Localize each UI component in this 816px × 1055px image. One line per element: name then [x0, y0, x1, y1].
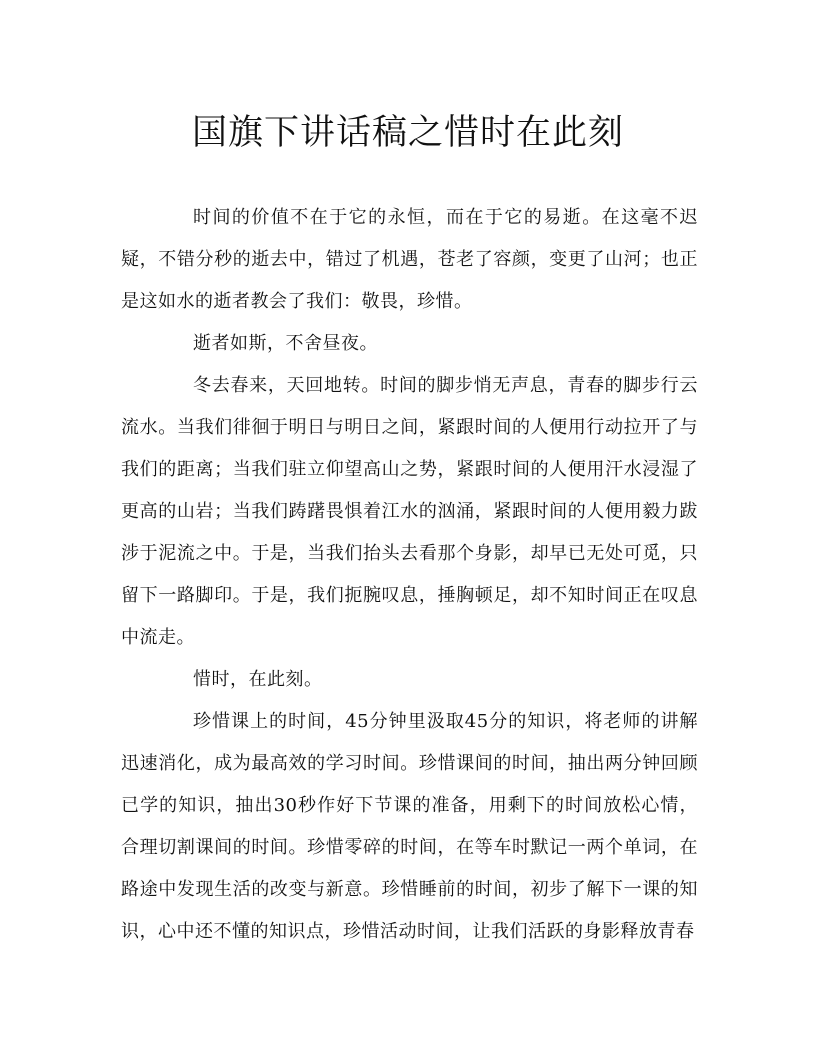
document-title: 国旗下讲话稿之惜时在此刻: [191, 113, 624, 153]
paragraph: 冬去春来，天回地转。时间的脚步悄无声息，青春的脚步行云流水。当我们徘徊于明日与明日之间，紧跟时间的人便用行动拉开了与我们的距离；当我们驻立仰望高山之势，紧跟时间的人便用汗水浸湿了更高的山岩；当我们踌躇畏惧着江水的汹涌，紧跟时间的人便用毅力跋涉于泥流之中。于是，当我们抬头去看那个身影，却早已无处可觅，只留下一路脚印。于是，我们扼腕叹息，捶胸顿足，却不知时间正在叹息中流走。: [121, 375, 698, 648]
paragraph: 时间的价值不在于它的永恒，而在于它的易逝。在这毫不迟疑，不错分秒的逝去中，错过了机遇，苍老了容颜，变更了山河；也正是这如水的逝者教会了我们：敬畏，珍惜。: [121, 207, 698, 312]
paragraph: 惜时，在此刻。: [193, 669, 323, 690]
paragraph: 珍惜课上的时间，45分钟里汲取45分的知识，将老师的讲解迅速消化，成为最高效的学习时间。珍惜课间的时间，抽出两分钟回顾已学的知识，抽出30秒作好下节课的准备，用剩下的时间放松心情，合理切割课间的时间。珍惜零碎的时间，在等车时默记一两个单词，在路途中发现生活的改变与新意。珍惜睡前的时间，初步了解下一课的知识，心中还不懂的知识点，珍惜活动时间，让我们活跃的身影释放青春: [121, 711, 698, 942]
paragraph: 逝者如斯，不舍昼夜。: [193, 333, 378, 354]
document-body: [121, 197, 698, 953]
